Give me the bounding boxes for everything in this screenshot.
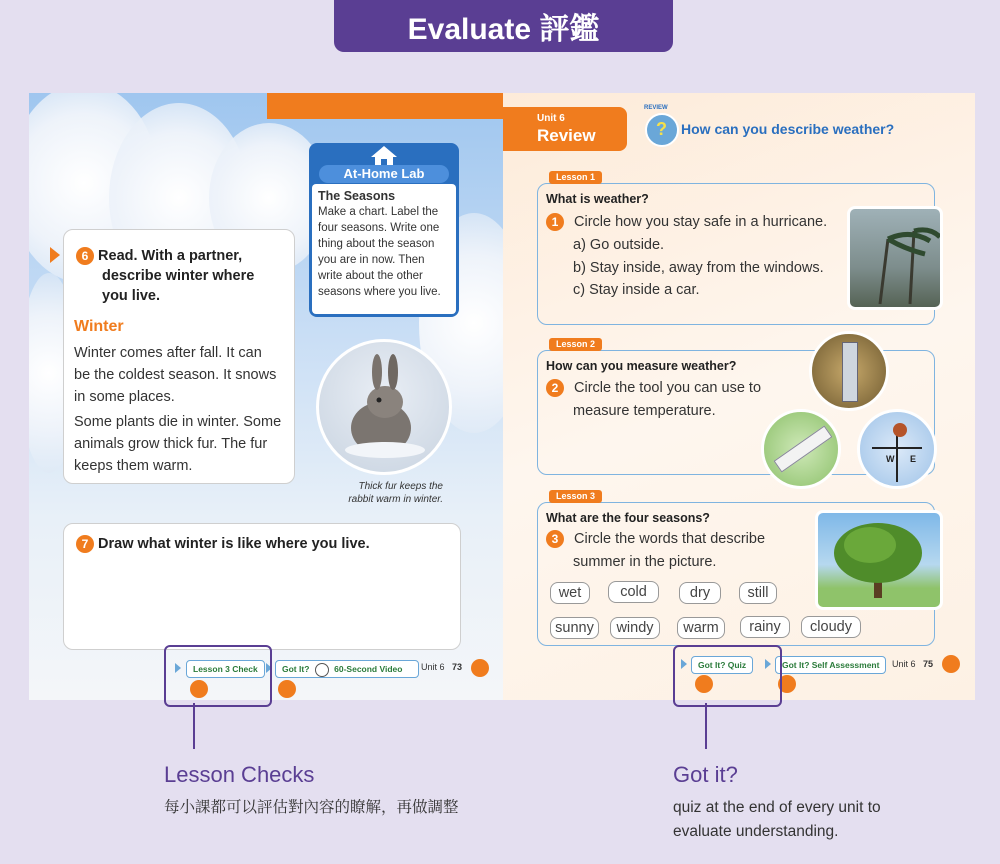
lesson-1-question: 1 Circle how you stay safe in a hurricane. — [546, 211, 827, 234]
right-book-page — [503, 93, 975, 700]
reading-card — [63, 229, 295, 484]
got-it-description: quiz at the end of every unit to evaluate understanding. — [673, 799, 881, 840]
lab-content: The Seasons Make a chart. Label the four seasons. Write one thing about the season you are in now. Then write about the other seasons where you live. — [312, 184, 456, 314]
option-c[interactable]: c) Stay inside a car. — [573, 282, 700, 298]
q6-number: 6 — [76, 247, 94, 265]
drawing-area[interactable] — [63, 523, 461, 650]
left-book-page — [29, 93, 503, 700]
lesson-1-options — [573, 234, 824, 302]
rain-gauge-photo[interactable] — [809, 331, 889, 411]
at-home-lab-box — [309, 143, 459, 317]
section-title: Winter — [74, 318, 124, 335]
review-question: How can you describe weather? — [681, 121, 895, 137]
tree-image — [818, 513, 940, 607]
got-it-highlight — [673, 645, 782, 707]
svg-text:E: E — [910, 454, 917, 464]
page-number: 73 — [452, 662, 463, 672]
lesson-3-heading: What are the four seasons? — [546, 511, 710, 525]
lesson-1-tag: Lesson 1 — [549, 171, 602, 184]
hurricane-photo — [847, 206, 943, 310]
self-assessment-button[interactable]: Got It? Self Assessment — [775, 656, 886, 674]
word-option[interactable]: rainy — [740, 616, 790, 638]
rabbit-image — [319, 342, 449, 472]
lesson-2-heading: How can you measure weather? — [546, 359, 737, 373]
lesson-2-question: 2 Circle the tool you can use to measure temperature. — [546, 377, 761, 422]
rabbit-caption: Thick fur keeps the rabbit warm in winter. — [348, 481, 443, 505]
house-icon — [369, 145, 399, 167]
option-b[interactable]: b) Stay inside, away from the windows. — [573, 259, 824, 276]
page-number: 75 — [923, 659, 934, 669]
got-it-title: Got it? — [673, 762, 738, 787]
unit-review-banner — [503, 107, 627, 151]
lesson-check-highlight — [164, 645, 272, 707]
audio-play-icon[interactable] — [50, 247, 60, 263]
thermometer-photo[interactable] — [761, 409, 841, 489]
q7-number: 7 — [76, 535, 94, 553]
stopwatch-icon — [315, 663, 329, 677]
lesson-1-heading: What is weather? — [546, 192, 649, 206]
weather-vane-image — [860, 412, 934, 486]
lesson-2-tag: Lesson 2 — [549, 338, 602, 351]
word-option[interactable]: cold — [608, 581, 659, 603]
lab-title: At-Home Lab — [319, 165, 449, 183]
review-question-icon: REVIEW ? — [645, 113, 679, 147]
word-option[interactable]: sunny — [550, 617, 599, 639]
lesson-3-tag: Lesson 3 — [549, 490, 602, 503]
word-option[interactable]: windy — [610, 617, 660, 639]
q6-prompt: 6 Read. With a partner, describe winter where you live. — [76, 246, 254, 306]
page-title: Evaluate 評鑑 — [407, 13, 600, 46]
connector-line — [193, 703, 195, 749]
got-it-quiz-button[interactable]: Got It? Quiz — [691, 656, 753, 674]
palm-trees-image — [850, 209, 940, 307]
summer-tree-photo — [815, 510, 943, 610]
connector-line — [705, 703, 707, 749]
unit-label: Unit 6 — [892, 659, 916, 669]
word-option[interactable]: wet — [550, 582, 590, 604]
paragraph-2: Some plants die in winter. Some animals grow thick fur. The fur keeps them warm. — [74, 414, 282, 474]
orange-header-band — [267, 93, 503, 119]
word-option[interactable]: still — [739, 582, 777, 604]
rabbit-photo — [316, 339, 452, 475]
review-label: Review — [537, 126, 596, 145]
video-icon[interactable] — [278, 680, 296, 698]
next-arrow-icon[interactable] — [942, 655, 960, 673]
unit-label: Unit 6 — [537, 113, 565, 124]
page-title-badge — [334, 0, 673, 52]
lesson-check-button[interactable]: Lesson 3 Check — [186, 660, 265, 678]
q7-prompt: 7 Draw what winter is like where you live. — [76, 535, 370, 553]
weather-vane-photo[interactable] — [857, 409, 937, 489]
lesson-checks-description: 每小課都可以評估對內容的瞭解，再做調整 — [164, 799, 459, 816]
svg-text:W: W — [886, 454, 895, 464]
lesson-3-question: 3 Circle the words that describe summer in the picture. — [546, 528, 765, 573]
word-option[interactable]: warm — [677, 617, 725, 639]
unit-label: Unit 6 — [421, 662, 445, 672]
paragraph-1: Winter comes after fall. It can be the coldest season. It snows in some places. — [74, 345, 277, 405]
word-option[interactable]: dry — [679, 582, 721, 604]
got-it-video-button[interactable]: Got It? 60-Second Video — [275, 660, 419, 678]
option-a[interactable]: a) Go outside. — [573, 237, 665, 253]
next-arrow-icon[interactable] — [471, 659, 489, 677]
word-option[interactable]: cloudy — [801, 616, 861, 638]
lesson-checks-title: Lesson Checks — [164, 762, 315, 787]
